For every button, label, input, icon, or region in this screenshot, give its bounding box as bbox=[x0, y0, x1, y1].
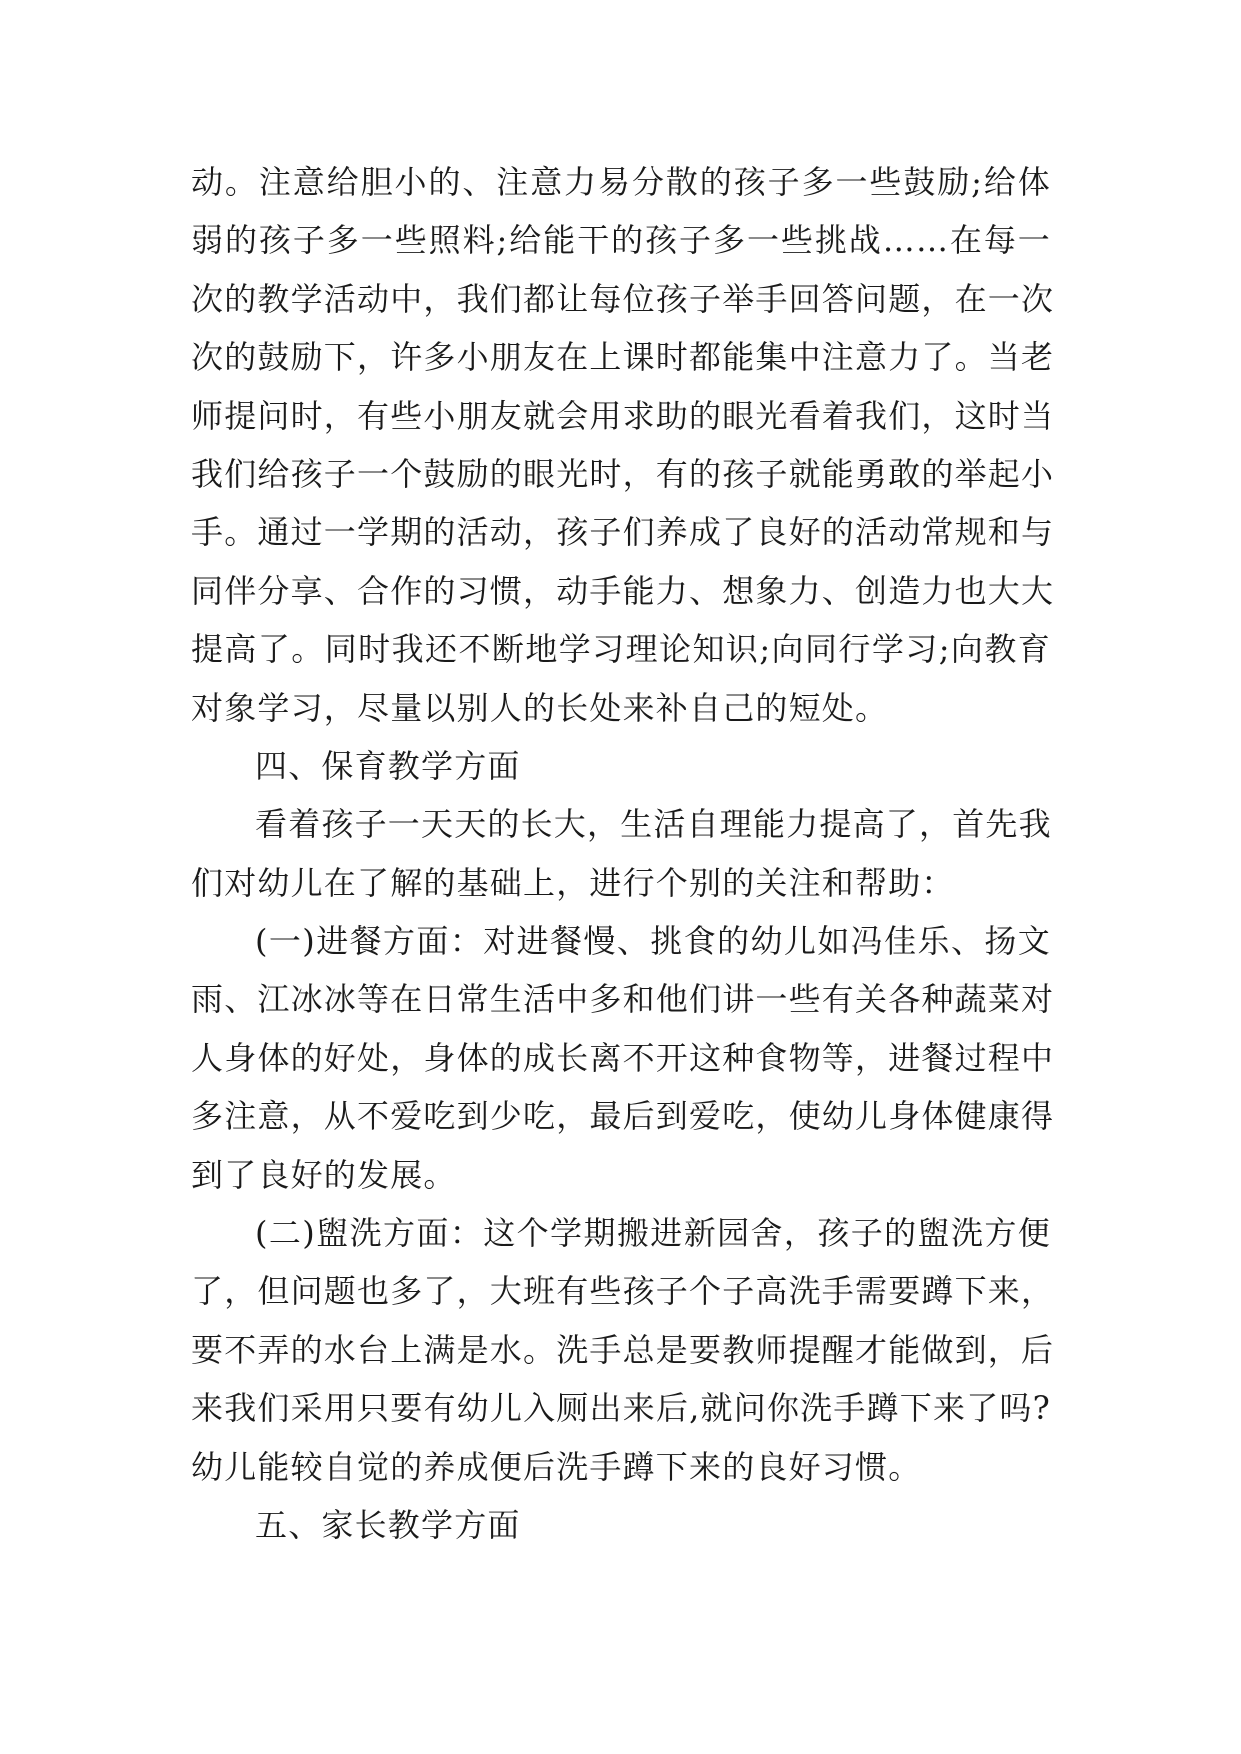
text-line: 对象学习，尽量以别人的长处来补自己的短处。 bbox=[191, 688, 889, 727]
text-line: 来我们采用只要有幼儿入厕出来后,就问你洗手蹲下来了吗? bbox=[191, 1389, 1051, 1428]
document-body bbox=[191, 153, 1055, 1554]
paragraph-washing bbox=[191, 1204, 1055, 1496]
section-heading-4: 四、保育教学方面 bbox=[255, 746, 521, 785]
text-line: 要不弄的水台上满是水。洗手总是要教师提醒才能做到，后 bbox=[191, 1330, 1055, 1369]
paragraph-continuation bbox=[191, 153, 1055, 737]
text-line: 提高了。同时我还不断地学习理论知识;向同行学习;向教育 bbox=[191, 630, 1051, 669]
text-line: 弱的孩子多一些照料;给能干的孩子多一些挑战……在每一 bbox=[191, 221, 1051, 260]
text-line: 多注意，从不爱吃到少吃，最后到爱吃，使幼儿身体健康得 bbox=[191, 1097, 1055, 1136]
text-line: 师提问时，有些小朋友就会用求助的眼光看着我们，这时当 bbox=[191, 396, 1055, 435]
text-line: 我们给孩子一个鼓励的眼光时，有的孩子就能勇敢的举起小 bbox=[191, 454, 1055, 493]
text-line: 们对幼儿在了解的基础上，进行个别的关注和帮助： bbox=[191, 863, 955, 902]
text-line: 次的教学活动中，我们都让每位孩子举手回答问题，在一次 bbox=[191, 279, 1055, 318]
text-line: 幼儿能较自觉的养成便后洗手蹲下来的良好习惯。 bbox=[191, 1447, 922, 1486]
paragraph-self-care bbox=[191, 795, 1051, 912]
text-line: 次的鼓励下，许多小朋友在上课时都能集中注意力了。当老 bbox=[191, 338, 1055, 377]
text-line: 到了良好的发展。 bbox=[191, 1155, 457, 1194]
text-line: 同伴分享、合作的习惯，动手能力、想象力、创造力也大大 bbox=[191, 571, 1055, 610]
text-line: 看着孩子一天天的长大，生活自理能力提高了，首先我 bbox=[255, 805, 1052, 844]
text-line: 手。通过一学期的活动，孩子们养成了良好的活动常规和与 bbox=[191, 513, 1055, 552]
text-line: 人身体的好处，身体的成长离不开这种食物等，进餐过程中 bbox=[191, 1038, 1055, 1077]
text-line: (一)进餐方面：对进餐慢、挑食的幼儿如冯佳乐、扬文 bbox=[255, 922, 1051, 961]
text-line: 了，但问题也多了，大班有些孩子个子高洗手需要蹲下来， bbox=[191, 1272, 1055, 1311]
text-line: 雨、江冰冰等在日常生活中多和他们讲一些有关各种蔬菜对 bbox=[191, 980, 1055, 1019]
text-line: (二)盥洗方面：这个学期搬进新园舍，孩子的盥洗方便 bbox=[255, 1214, 1051, 1253]
section-heading-5: 五、家长教学方面 bbox=[255, 1505, 521, 1544]
paragraph-dining bbox=[191, 912, 1055, 1204]
text-line: 动。注意给胆小的、注意力易分散的孩子多一些鼓励;给体 bbox=[191, 163, 1051, 201]
